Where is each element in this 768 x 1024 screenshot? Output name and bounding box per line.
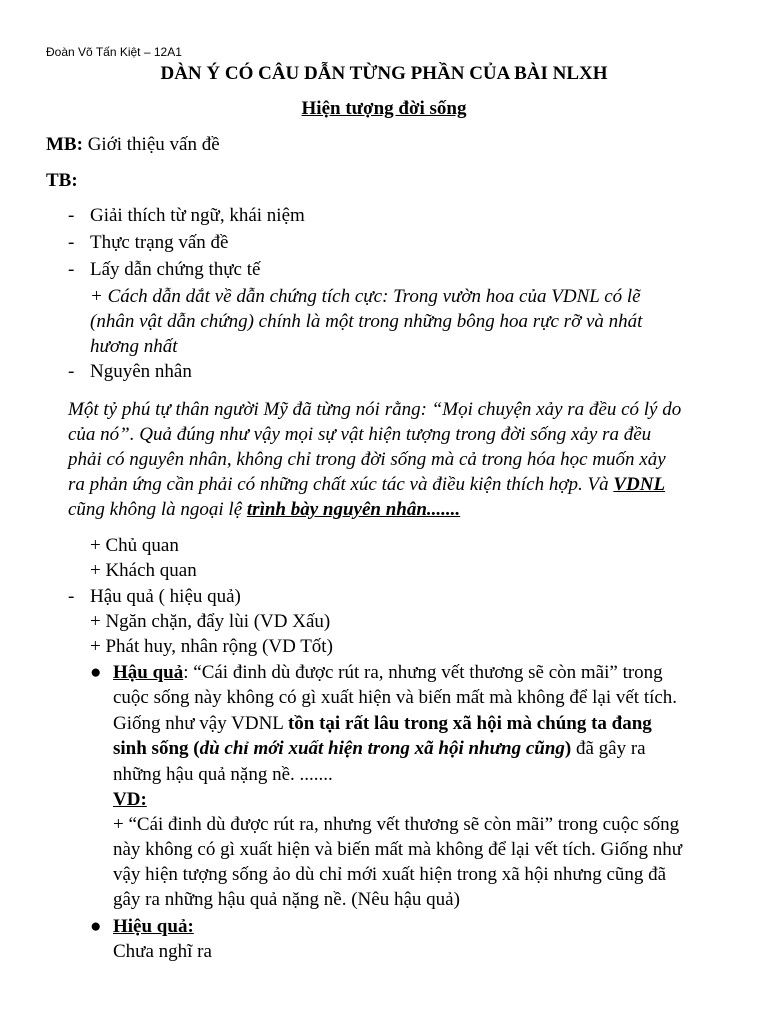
sub-item-ngan-chan: + Ngăn chặn, đẩy lùi (VD Xấu): [90, 611, 331, 632]
paragraph-line4-text: ra phản ứng cần phải có những chất xúc tác và điều kiện thích hợp. Và: [68, 474, 614, 495]
sub-item-khach-quan: + Khách quan: [90, 560, 197, 581]
dash-marker: -: [68, 205, 75, 226]
vd-line4: gây ra những hậu quả nặng nề. (Nêu hậu quả): [113, 889, 460, 910]
hau-qua-label: Hậu quả: [113, 662, 184, 683]
item-thuc-trang: Thực trạng vấn đề: [90, 232, 229, 253]
item-dan-chung: Lấy dẫn chứng thực tế: [90, 259, 261, 280]
item-nguyen-nhan: Nguyên nhân: [90, 361, 192, 382]
sub-item-phat-huy: + Phát huy, nhân rộng (VD Tốt): [90, 636, 333, 657]
tb-label: TB:: [46, 170, 78, 191]
bullet-icon: ●: [90, 916, 102, 937]
hau-qua-line4: [113, 736, 646, 761]
sub-item-chu-quan: + Chủ quan: [90, 535, 179, 556]
paragraph-line5: [68, 497, 460, 522]
item-giai-thich: Giải thích từ ngữ, khái niệm: [90, 205, 305, 226]
item-hau-qua: Hậu quả ( hiệu quả): [90, 586, 241, 607]
paragraph-line4: [68, 472, 665, 497]
hau-qua-line1: [113, 660, 663, 685]
document-title: DÀN Ý CÓ CÂU DẪN TỪNG PHẦN CỦA BÀI NLXH: [160, 63, 608, 84]
dan-chung-note-line2: (nhân vật dẫn chứng) chính là một trong những bông hoa rực rỡ và nhát: [90, 311, 643, 332]
paragraph-line2: của nó”. Quả đúng như vậy mọi sự vật hiện tượng trong đời sống xảy ra đều: [68, 424, 652, 445]
dash-marker: -: [68, 259, 75, 280]
vd-line2: này không có gì xuất hiện và biến mất mà không để lại vết tích. Giống như: [113, 839, 683, 860]
hau-qua-line4-bold1: sinh sống (: [113, 738, 200, 759]
mb-text: Giới thiệu vấn đề: [82, 134, 220, 155]
document-subtitle-wrap: [0, 96, 768, 121]
paragraph-vdnl: VDNL: [613, 474, 666, 495]
hau-qua-line4-plain: đã gây ra: [571, 738, 646, 759]
hau-qua-line5: những hậu quả nặng nề. .......: [113, 764, 333, 785]
dan-chung-note-line3: hương nhất: [90, 336, 178, 357]
document-subtitle: Hiện tượng đời sống: [301, 98, 467, 119]
hieu-qua-label: Hiệu quả:: [113, 916, 194, 937]
hau-qua-line4-bolditalic: dù chỉ mới xuất hiện trong xã hội nhưng cũng: [199, 738, 565, 759]
hau-qua-line2: cuộc sống này không có gì xuất hiện và biến mất mà không để lại vết tích.: [113, 687, 678, 708]
bullet-icon: ●: [90, 662, 102, 683]
vd-line3: vậy hiện tượng sống ảo dù chỉ mới xuất hiện trong xã hội nhưng cũng đã: [113, 864, 667, 885]
hau-qua-line1-rest: : “Cái đinh dù được rút ra, nhưng vết thương sẽ còn mãi” trong: [183, 662, 663, 683]
paragraph-line5-text: cũng không là ngoại lệ: [68, 499, 247, 520]
vd-line1: + “Cái đinh dù được rút ra, nhưng vết thương sẽ còn mãi” trong cuộc sống: [113, 814, 680, 835]
hieu-qua-text: Chưa nghĩ ra: [113, 941, 212, 962]
vd-label: VD:: [113, 789, 147, 810]
paragraph-trinh-bay: trình bày nguyên nhân.......: [246, 499, 461, 520]
mb-line: [46, 132, 220, 157]
dash-marker: -: [68, 586, 75, 607]
paragraph-line3: phải có nguyên nhân, không chỉ trong đời sống mà cả trong hóa học muốn xảy: [68, 449, 666, 470]
hau-qua-line3: [113, 711, 652, 736]
hau-qua-line3-bold: tồn tại rất lâu trong xã hội mà chúng ta đang: [287, 713, 652, 734]
author-line: Đoàn Võ Tấn Kiệt – 12A1: [46, 45, 182, 59]
paragraph-line1: Một tỷ phú tự thân người Mỹ đã từng nói rằng: “Mọi chuyện xảy ra đều có lý do: [68, 399, 682, 420]
dash-marker: -: [68, 232, 75, 253]
dash-marker: -: [68, 361, 75, 382]
hau-qua-line4-bold2: ): [564, 738, 572, 759]
mb-label: MB:: [46, 134, 83, 155]
hau-qua-line3-plain: Giống như vậy VDNL: [113, 713, 288, 734]
dan-chung-note-line1: + Cách dẫn dắt về dẫn chứng tích cực: Trong vườn hoa của VDNL có lẽ: [90, 286, 641, 307]
